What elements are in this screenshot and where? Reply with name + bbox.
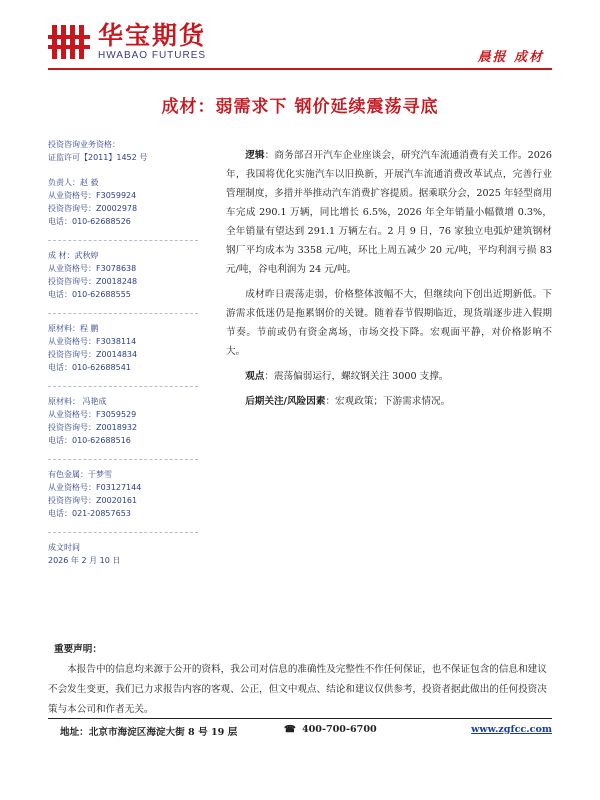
- risk-label: 后期关注/风险因素: [245, 396, 326, 407]
- report-date: [48, 541, 208, 567]
- company-address: 地址：北京市海淀区海淀大街 8 号 19 层: [60, 727, 238, 738]
- qualification-label: 投资咨询业务资格：: [48, 140, 120, 149]
- sidebar-divider: [48, 532, 198, 533]
- sidebar-divider: [48, 386, 198, 387]
- analyst-phone: 电话：010-62688516: [48, 436, 131, 445]
- logic-paragraph: [226, 146, 552, 279]
- analyst-advisory-id: 投资咨询号：Z0020161: [48, 496, 138, 505]
- analyst-role: 负责人：赵 毅: [48, 178, 99, 187]
- analyst-phone: 电话：010-62688555: [48, 290, 131, 299]
- analyst-practice-id: 从业资格号：F03127144: [48, 483, 142, 492]
- analyst-role: 成 材：武秋婷: [48, 251, 99, 260]
- analyst-advisory-id: 投资咨询号：Z0018248: [48, 277, 138, 286]
- analyst-advisory-id: 投资咨询号：Z0018932: [48, 423, 138, 432]
- header-divider: [48, 68, 552, 70]
- date-label: 成文时间: [48, 543, 80, 552]
- risk-text: ：宏观政策；下游需求情况。: [325, 396, 451, 407]
- analyst-card: [48, 468, 208, 520]
- report-body: [226, 146, 552, 417]
- analyst-practice-id: 从业资格号：F3038114: [48, 337, 137, 346]
- analyst-practice-id: 从业资格号：F3059924: [48, 191, 137, 200]
- report-title: 成材：弱需求下 钢价延续震荡寻底: [161, 97, 439, 117]
- company-phone: 400-700-6700: [301, 724, 377, 735]
- analyst-advisory-id: 投资咨询号：Z0002978: [48, 204, 138, 213]
- hwabao-logo-icon: [48, 21, 90, 63]
- sidebar-divider: [48, 240, 198, 241]
- analyst-practice-id: 从业资格号：F3059529: [48, 410, 137, 419]
- view-label: 观点: [245, 371, 265, 382]
- analyst-phone: 电话：010-62688541: [48, 363, 131, 372]
- analyst-card: [48, 176, 208, 228]
- qualification-license: 证监许可【2011】1452 号: [48, 153, 148, 162]
- view-paragraph: [226, 367, 552, 386]
- analyst-practice-id: 从业资格号：F3078638: [48, 264, 137, 273]
- sidebar-divider: [48, 459, 198, 460]
- analyst-role: 原材料：程 鹏: [48, 324, 99, 333]
- sidebar-divider: [48, 313, 198, 314]
- company-qualification: [48, 138, 208, 164]
- analyst-phone: 电话：010-62688526: [48, 217, 131, 226]
- report-type: 晨报 成材: [477, 50, 544, 65]
- date-value: 2026 年 2 月 10 日: [48, 556, 121, 565]
- analyst-role: 有色金属：于梦雪: [48, 470, 112, 479]
- disclaimer: [48, 640, 552, 720]
- market-paragraph: 成材昨日震荡走弱，价格整体波幅不大，但继续向下创出近期新低。下游需求低迷仍是拖累钢价的关键。随着春节假期临近，现货端逐步进入假期节奏。节前或仍有资金离场，市场交投下降。宏观面平静，对价格影响不大。: [226, 289, 552, 357]
- disclaimer-body: 本报告中的信息均来源于公开的资料，我公司对信息的准确性及完整性不作任何保证，也不保证包含的信息和建议不会发生变更，我们已力求报告内容的客观、公正，但文中观点、结论和建议仅供参考，投资者据此做出的任何投资决策与本公司和作者无关。: [48, 664, 547, 715]
- analyst-card: [48, 322, 208, 374]
- company-logo: [48, 20, 206, 64]
- logo-english-name: HWABAO FUTURES: [98, 50, 207, 61]
- analyst-phone: 电话：021-20857653: [48, 509, 131, 518]
- analyst-card: [48, 249, 208, 301]
- analyst-advisory-id: 投资咨询号：Z0014834: [48, 350, 138, 359]
- footer-divider: [48, 718, 552, 719]
- analyst-role: 原材料： 冯艳成: [48, 397, 107, 406]
- logic-text: ：商务部召开汽车企业座谈会，研究汽车流通消费有关工作。2026 年，我国将优化实施汽车以旧换新，开展汽车流通消费改革试点，完善行业管理制度，多措并举推动汽车消费扩容提质。据乘联分会，2025 年轻型商用车完成 290.1 万辆，同比增长 6.5%，2026 年全年销量小幅微增 0.3%，全年销量有望达到 291.1 万辆左右。2 月 9 日，76 家独立电弧炉建筑钢材钢厂平均成本为 3358 元/吨，环比上周五减少 20 元/吨，平均利润亏损 83 元/吨，谷电利润为 24 元/吨。: [226, 150, 553, 275]
- analyst-sidebar: [48, 138, 208, 579]
- logic-label: 逻辑: [245, 150, 265, 161]
- risk-paragraph: [226, 392, 552, 411]
- analyst-card: [48, 395, 208, 447]
- view-text: ：震荡偏弱运行，螺纹钢关注 3000 支撑。: [264, 371, 449, 382]
- phone-icon: ☎: [284, 724, 296, 735]
- company-website-link[interactable]: www.zgfcc.com: [471, 724, 552, 735]
- report-header: [0, 0, 600, 80]
- disclaimer-title: 重要声明：: [54, 644, 102, 655]
- logo-chinese-name: 华宝期货: [98, 21, 207, 50]
- company-phone-block: [284, 724, 377, 735]
- report-footer: [48, 724, 552, 740]
